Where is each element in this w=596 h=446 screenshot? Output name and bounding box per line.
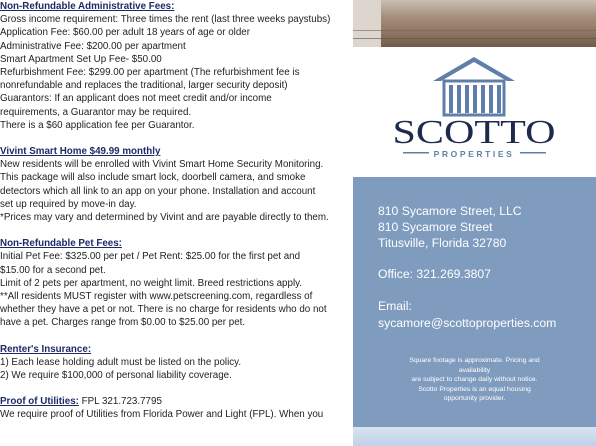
street-address: 810 Sycamore Street bbox=[378, 220, 493, 234]
spacer bbox=[0, 330, 353, 343]
disclaimer-line: availability bbox=[458, 366, 491, 374]
utilities-line: We require proof of Utilities from Florida Power and Light (FPL). When you bbox=[0, 409, 324, 421]
disclaimer-line: are subject to change daily without notice. bbox=[411, 376, 538, 384]
pet-fee-line: **All residents MUST register with www.petscreening.com, regardless of bbox=[0, 291, 313, 303]
office-phone[interactable]: Office: 321.269.3807 bbox=[378, 267, 491, 281]
pet-fees-heading: Non-Refundable Pet Fees: bbox=[0, 238, 122, 250]
email-link[interactable]: sycamore@scottoproperties.com bbox=[378, 316, 557, 330]
scotto-logo bbox=[353, 47, 596, 177]
sky-photo-strip bbox=[353, 427, 596, 446]
spacer bbox=[0, 382, 353, 395]
city-state-zip: Titusville, Florida 32780 bbox=[378, 236, 507, 250]
insurance-line: 2) We require $100,000 of personal liability coverage. bbox=[0, 370, 232, 382]
photo-floor-seam bbox=[353, 30, 596, 31]
logo-subtitle: PROPERTIES bbox=[433, 149, 515, 159]
pet-fee-line: whether they have a pet or not. There is no charge for residents who do not bbox=[0, 304, 327, 316]
smart-home-line: *Prices may vary and determined by Vivint and are payable directly to them. bbox=[0, 212, 329, 224]
pet-fees-section bbox=[0, 237, 353, 329]
admin-fee-line: nonrefundable and replaces the traditional, larger security deposit) bbox=[0, 80, 288, 92]
company-name: 810 Sycamore Street, LLC bbox=[378, 204, 522, 218]
smart-home-line: set up required by move-in day. bbox=[0, 198, 137, 210]
pet-fee-line: Initial Pet Fee: $325.00 per pet / Pet Rent: $25.00 for the first pet and bbox=[0, 251, 301, 263]
photo-wall bbox=[353, 0, 381, 47]
admin-fee-line: Refurbishment Fee: $299.00 per apartment (The refurbishment fee is bbox=[0, 67, 300, 79]
insurance-line: 1) Each lease holding adult must be listed on the policy. bbox=[0, 356, 242, 368]
smart-home-line: This package will also include smart lock, doorbell camera, and smoke bbox=[0, 172, 306, 184]
apartment-floor-photo bbox=[353, 0, 596, 47]
utilities-heading-row bbox=[0, 395, 353, 408]
admin-fee-line: There is a $60 application fee per Guarantor. bbox=[0, 119, 195, 131]
smart-home-section bbox=[0, 145, 353, 224]
admin-fee-line: Gross income requirement: Three times the rent (last three weeks paystubs) bbox=[0, 14, 331, 26]
admin-fee-line: Smart Apartment Set Up Fee- $50.00 bbox=[0, 53, 162, 65]
email-label: Email: bbox=[378, 299, 412, 313]
admin-fee-line: requirements, a Guarantor may be required. bbox=[0, 106, 192, 118]
disclaimer-line: opportunity provider. bbox=[443, 395, 506, 403]
contact-panel bbox=[353, 177, 596, 427]
admin-fees-section bbox=[0, 0, 353, 132]
smart-home-heading: Vivint Smart Home $49.99 monthly bbox=[0, 146, 161, 158]
admin-fee-line: Application Fee: $60.00 per adult 18 years of age or older bbox=[0, 27, 250, 39]
admin-fee-line: Guarantors: If an applicant does not meet credit and/or income bbox=[0, 93, 272, 105]
pet-fee-line: Limit of 2 pets per apartment, no weight limit. Breed restrictions apply. bbox=[0, 277, 303, 289]
disclaimer-line: Scotto Properties is an equal housing bbox=[418, 385, 531, 393]
admin-fees-heading: Non-Refundable Administrative Fees: bbox=[0, 1, 175, 12]
smart-home-line: detectors which all link to an app on your phone. Installation and account bbox=[0, 185, 316, 197]
utilities-phone: FPL 321.723.7795 bbox=[78, 396, 162, 408]
logo-wordmark: SCOTTO bbox=[392, 114, 556, 151]
smart-home-line: New residents will be enrolled with Vivint Smart Home Security Monitoring. bbox=[0, 159, 324, 171]
brand-sidebar bbox=[353, 0, 596, 446]
disclaimer bbox=[367, 356, 582, 404]
scotto-logo-graphic bbox=[353, 47, 596, 177]
disclaimer-line: Square footage is approximate. Pricing and bbox=[409, 357, 540, 364]
spacer bbox=[0, 132, 353, 145]
utilities-heading: Proof of Utilities: bbox=[0, 396, 79, 408]
utilities-section bbox=[0, 395, 353, 421]
insurance-heading: Renter's Insurance: bbox=[0, 343, 92, 355]
pet-fee-line: $15.00 for a second pet. bbox=[0, 264, 106, 276]
spacer bbox=[0, 224, 353, 237]
house-icon bbox=[433, 57, 515, 115]
photo-floor-seam bbox=[353, 38, 596, 39]
pet-fee-line: have a pet. Charges range from $0.00 to $25.00 per pet. bbox=[0, 317, 246, 329]
insurance-section bbox=[0, 343, 353, 383]
admin-fee-line: Administrative Fee: $200.00 per apartment bbox=[0, 40, 186, 52]
